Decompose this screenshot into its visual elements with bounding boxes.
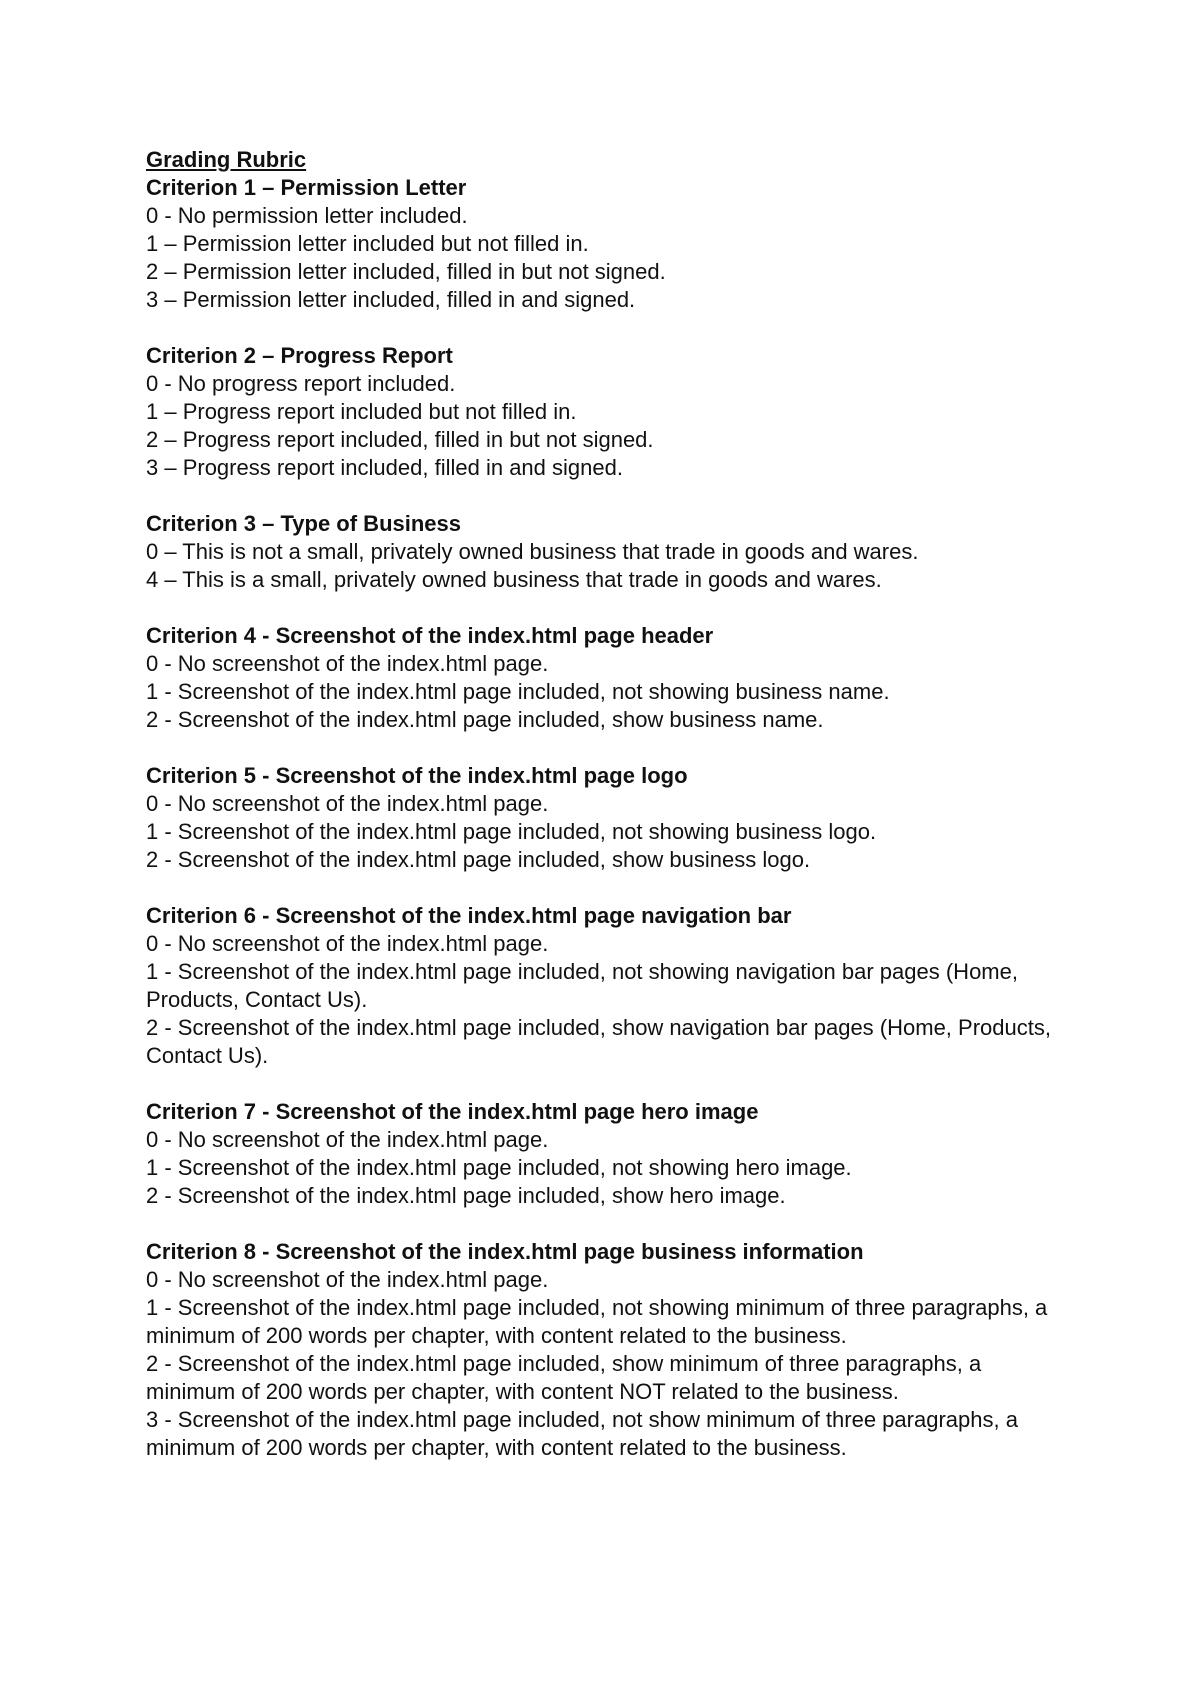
- score-level: 3 – Progress report included, filled in and signed.: [146, 455, 623, 480]
- document-page: [146, 146, 1076, 1490]
- score-level: 2 - Screenshot of the index.html page included, show minimum of three paragraphs, a minimum of 200 words per chapter, with content NOT related to the business.: [146, 1351, 982, 1404]
- score-level: 1 - Screenshot of the index.html page included, not showing business logo.: [146, 819, 877, 844]
- criterion-heading: Criterion 1 – Permission Letter: [146, 175, 467, 200]
- score-level: 0 - No permission letter included.: [146, 203, 468, 228]
- criterion-heading: Criterion 7 - Screenshot of the index.html page hero image: [146, 1099, 759, 1124]
- score-level: 1 - Screenshot of the index.html page included, not showing navigation bar pages (Home, Products, Contact Us).: [146, 959, 1018, 1012]
- criterion-block-5: [146, 762, 1076, 874]
- score-level: 2 - Screenshot of the index.html page included, show hero image.: [146, 1183, 786, 1208]
- score-level: 1 – Permission letter included but not filled in.: [146, 231, 589, 256]
- score-level: 0 - No screenshot of the index.html page.: [146, 651, 549, 676]
- score-level: 3 – Permission letter included, filled in and signed.: [146, 287, 636, 312]
- score-level: 1 - Screenshot of the index.html page included, not showing minimum of three paragraphs, a minimum of 200 words per chapter, with content related to the business.: [146, 1295, 1048, 1348]
- score-level: 1 - Screenshot of the index.html page included, not showing business name.: [146, 679, 890, 704]
- criterion-heading: Criterion 4 - Screenshot of the index.html page header: [146, 623, 714, 648]
- criterion-block-8: [146, 1238, 1076, 1462]
- score-level: 1 - Screenshot of the index.html page included, not showing hero image.: [146, 1155, 852, 1180]
- score-level: 0 - No screenshot of the index.html page.: [146, 791, 549, 816]
- criterion-heading: Criterion 2 – Progress Report: [146, 343, 453, 368]
- score-level: 2 - Screenshot of the index.html page included, show business logo.: [146, 847, 811, 872]
- score-level: 2 - Screenshot of the index.html page included, show navigation bar pages (Home, Products, Contact Us).: [146, 1015, 1051, 1068]
- criteria-list: [146, 174, 1076, 1462]
- score-level: 3 - Screenshot of the index.html page included, not show minimum of three paragraphs, a minimum of 200 words per chapter, with content related to the business.: [146, 1407, 1018, 1460]
- score-level: 0 - No progress report included.: [146, 371, 456, 396]
- score-level: 0 - No screenshot of the index.html page.: [146, 931, 549, 956]
- score-level: 0 - No screenshot of the index.html page.: [146, 1267, 549, 1292]
- score-level: 2 – Progress report included, filled in but not signed.: [146, 427, 654, 452]
- score-level: 0 - No screenshot of the index.html page.: [146, 1127, 549, 1152]
- document-title: Grading Rubric: [146, 147, 307, 172]
- score-level: 4 – This is a small, privately owned business that trade in goods and wares.: [146, 567, 882, 592]
- criterion-block-2: [146, 342, 1076, 482]
- score-level: 0 – This is not a small, privately owned business that trade in goods and wares.: [146, 539, 919, 564]
- score-level: 2 - Screenshot of the index.html page included, show business name.: [146, 707, 824, 732]
- score-level: 1 – Progress report included but not filled in.: [146, 399, 577, 424]
- criterion-heading: Criterion 8 - Screenshot of the index.html page business information: [146, 1239, 864, 1264]
- criterion-block-7: [146, 1098, 1076, 1210]
- criterion-block-4: [146, 622, 1076, 734]
- criterion-block-6: [146, 902, 1076, 1070]
- score-level: 2 – Permission letter included, filled in but not signed.: [146, 259, 666, 284]
- criterion-block-1: [146, 174, 1076, 314]
- criterion-heading: Criterion 6 - Screenshot of the index.html page navigation bar: [146, 903, 792, 928]
- criterion-heading: Criterion 5 - Screenshot of the index.html page logo: [146, 763, 688, 788]
- criterion-block-3: [146, 510, 1076, 594]
- criterion-heading: Criterion 3 – Type of Business: [146, 511, 462, 536]
